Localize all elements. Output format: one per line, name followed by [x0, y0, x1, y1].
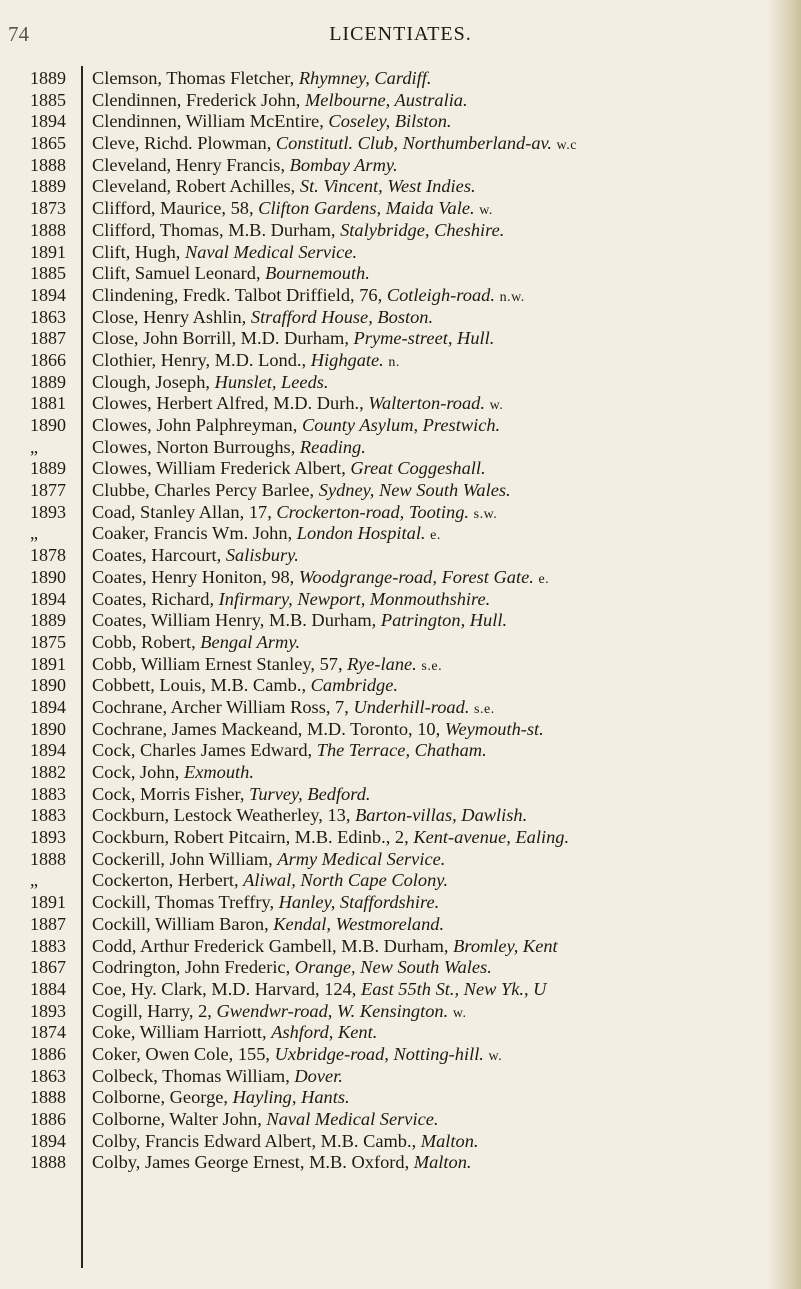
- entry-address: Cotleigh-road.: [386, 284, 495, 305]
- entry-name: Coates, Richard,: [92, 588, 219, 609]
- list-item: [0, 914, 801, 936]
- list-item: [0, 1001, 801, 1023]
- list-item: [0, 133, 801, 155]
- list-item: [0, 263, 801, 285]
- entry-name: Codrington, John Frederic,: [92, 957, 295, 978]
- entry-text: [92, 697, 772, 721]
- entry-year: „: [30, 523, 38, 544]
- entry-address: Coseley, Bilston.: [328, 111, 452, 132]
- entry-name: Coker, Owen Cole, 155,: [92, 1043, 275, 1064]
- entry-text: [92, 827, 772, 849]
- entry-address: Hunslet, Leeds.: [214, 371, 329, 392]
- entry-address: Weymouth-st.: [444, 718, 544, 739]
- entry-address: Stalybridge, Cheshire.: [340, 219, 505, 240]
- entry-address: Walterton-road.: [368, 393, 485, 414]
- entry-year: 1886: [30, 1109, 66, 1129]
- entry-address: Malton.: [413, 1152, 472, 1173]
- entry-address: Bromley, Kent: [453, 935, 558, 956]
- entry-year: 1889: [30, 371, 66, 392]
- entry-name: Coates, Harcourt,: [92, 545, 226, 566]
- entry-text: [92, 784, 772, 806]
- list-item: [0, 870, 801, 892]
- entry-year: 1866: [30, 349, 66, 370]
- entry-name: Colby, Francis Edward Albert, M.B. Camb.,: [92, 1130, 421, 1151]
- page-number: 74: [8, 22, 29, 46]
- entry-year: 1889: [30, 610, 66, 631]
- list-item: [0, 328, 801, 350]
- entry-address: Infirmary, Newport, Monmouthshire.: [218, 588, 491, 609]
- entry-name: Coad, Stanley Allan, 17,: [92, 501, 277, 522]
- list-item: [0, 675, 801, 697]
- entry-address: Exmouth.: [183, 762, 254, 782]
- entry-year: 1890: [30, 718, 66, 739]
- list-item: [0, 502, 801, 524]
- entry-year: 1893: [30, 1000, 66, 1021]
- list-item: [0, 654, 801, 676]
- entry-address: Clifton Gardens, Maida Vale.: [258, 198, 475, 219]
- entry-year: 1893: [30, 827, 66, 848]
- entry-text: [92, 762, 772, 784]
- entry-text: [92, 849, 772, 871]
- entry-text: [92, 979, 772, 1001]
- entry-name: Colborne, Walter John,: [92, 1109, 267, 1129]
- entry-address: Salisbury.: [225, 545, 299, 566]
- entry-name: Close, Henry Ashlin,: [92, 306, 251, 327]
- entry-address: Dover.: [294, 1065, 343, 1086]
- entry-text: [92, 610, 772, 632]
- list-item: [0, 285, 801, 307]
- list-item: [0, 1109, 801, 1131]
- entry-year: 1888: [30, 1152, 66, 1173]
- entry-text: [92, 90, 772, 112]
- entry-address: Ashford, Kent.: [271, 1022, 378, 1043]
- entry-text: [92, 155, 772, 177]
- list-item: [0, 90, 801, 112]
- entry-address: Bombay Army.: [289, 154, 398, 175]
- entry-address: Army Medical Service.: [277, 848, 446, 869]
- entry-name: Codd, Arthur Frederick Gambell, M.B. Durham,: [92, 935, 454, 956]
- entry-address: Underhill-road.: [353, 696, 470, 717]
- entry-name: Clift, Hugh,: [92, 241, 185, 262]
- entry-text: [92, 393, 772, 417]
- entry-text: [92, 675, 772, 697]
- entry-postal-district: w.: [479, 203, 493, 219]
- entry-text: [92, 1152, 772, 1174]
- entry-text: [92, 632, 772, 654]
- entry-postal-district: w.: [488, 1048, 503, 1064]
- entry-text: [92, 372, 772, 394]
- entry-name: Clothier, Henry, M.D. Lond.,: [92, 349, 311, 370]
- entry-text: [92, 740, 772, 762]
- entry-name: Clowes, Herbert Alfred, M.D. Durh.,: [92, 393, 369, 414]
- entry-year: 1889: [30, 68, 66, 88]
- entry-text: [92, 458, 772, 480]
- entry-address: County Asylum, Prestwich.: [301, 415, 501, 435]
- entry-text: [92, 957, 772, 979]
- list-item: [0, 220, 801, 242]
- entry-year: 1891: [30, 241, 66, 262]
- entry-year: 1893: [30, 501, 66, 522]
- entry-postal-district: e.: [430, 528, 441, 544]
- entry-address: Turvey, Bedford.: [249, 783, 371, 804]
- entry-text: [92, 176, 772, 198]
- entry-name: Clowes, Norton Burroughs,: [92, 436, 300, 457]
- list-item: [0, 1022, 801, 1044]
- list-item: [0, 740, 801, 762]
- entry-postal-district: w.: [489, 398, 504, 414]
- entry-postal-district: w.c: [556, 138, 577, 154]
- entry-year: 1894: [30, 1130, 66, 1151]
- entry-year: 1863: [30, 1065, 66, 1086]
- entry-name: Clift, Samuel Leonard,: [92, 263, 266, 284]
- entry-name: Cock, John,: [92, 762, 184, 782]
- entry-name: Clough, Joseph,: [92, 371, 215, 392]
- entry-year: 1881: [30, 393, 66, 414]
- list-item: [0, 1131, 801, 1153]
- list-item: [0, 827, 801, 849]
- entry-name: Clemson, Thomas Fletcher,: [92, 68, 299, 88]
- entry-postal-district: w.: [452, 1005, 467, 1021]
- entry-address: Bournemouth.: [265, 263, 370, 284]
- entry-address: Bengal Army.: [200, 631, 301, 652]
- entry-address: Orange, New South Wales.: [294, 957, 492, 978]
- entry-text: [92, 502, 772, 526]
- entry-address: Naval Medical Service.: [184, 241, 358, 262]
- entry-name: Colby, James George Ernest, M.B. Oxford,: [92, 1152, 414, 1173]
- entry-text: [92, 1066, 772, 1088]
- list-item: [0, 1044, 801, 1066]
- list-item: [0, 198, 801, 220]
- list-item: [0, 805, 801, 827]
- entry-text: [92, 545, 772, 567]
- list-item: [0, 523, 801, 545]
- entry-year: 1867: [30, 957, 66, 978]
- entry-text: [92, 285, 772, 309]
- entry-year: 1888: [30, 1087, 66, 1108]
- entry-name: Cockill, William Baron,: [92, 913, 274, 934]
- entry-text: [92, 415, 772, 437]
- entry-year: 1884: [30, 978, 66, 999]
- list-item: [0, 719, 801, 741]
- entry-name: Cock, Morris Fisher,: [92, 783, 250, 804]
- entry-text: [92, 914, 772, 936]
- list-item: [0, 415, 801, 437]
- entry-year: 1874: [30, 1022, 66, 1043]
- entry-year: 1888: [30, 154, 66, 175]
- entry-year: 1889: [30, 176, 66, 197]
- list-item: [0, 762, 801, 784]
- entry-address: Highgate.: [310, 349, 384, 370]
- entry-text: [92, 589, 772, 611]
- entry-text: [92, 307, 772, 329]
- entry-address: Gwendwr-road, W. Kensington.: [216, 1000, 449, 1021]
- entry-name: Clowes, William Frederick Albert,: [92, 458, 351, 479]
- list-item: [0, 567, 801, 589]
- entry-text: [92, 654, 772, 678]
- page-header: [0, 22, 801, 52]
- entry-name: Clindening, Fredk. Talbot Driffield, 76,: [92, 284, 387, 305]
- entry-name: Cockill, Thomas Treffry,: [92, 892, 279, 913]
- entry-name: Clifford, Maurice, 58,: [92, 198, 259, 219]
- entry-text: [92, 437, 772, 459]
- entry-address: Crockerton-road, Tooting.: [276, 501, 470, 522]
- entry-address: The Terrace, Chatham.: [316, 740, 487, 761]
- entry-name: Coates, Henry Honiton, 98,: [92, 566, 299, 587]
- entry-year: 1885: [30, 89, 66, 110]
- list-item: [0, 892, 801, 914]
- entry-year: 1888: [30, 219, 66, 240]
- entry-address: Uxbridge-road, Notting-hill.: [274, 1043, 484, 1064]
- entry-text: [92, 480, 772, 502]
- entry-year: 1894: [30, 696, 66, 717]
- entry-address: Hanley, Staffordshire.: [278, 892, 440, 913]
- entry-year: 1882: [30, 762, 66, 782]
- list-item: [0, 480, 801, 502]
- entry-name: Colbeck, Thomas William,: [92, 1065, 295, 1086]
- entry-text: [92, 523, 772, 547]
- entry-year: 1886: [30, 1043, 66, 1064]
- entry-address: Barton-villas, Dawlish.: [355, 805, 528, 826]
- list-item: [0, 176, 801, 198]
- entry-postal-district: s.e.: [474, 701, 495, 717]
- entry-year: „: [30, 870, 38, 891]
- list-item: [0, 632, 801, 654]
- list-item: [0, 372, 801, 394]
- entry-text: [92, 350, 772, 374]
- entry-address: Naval Medical Service.: [266, 1109, 439, 1129]
- entry-address: Great Coggeshall.: [350, 458, 486, 479]
- entry-name: Cock, Charles James Edward,: [92, 740, 317, 761]
- list-item: [0, 545, 801, 567]
- entry-name: Close, John Borrill, M.D. Durham,: [92, 328, 354, 349]
- entry-text: [92, 936, 772, 958]
- entry-address: St. Vincent, West Indies.: [299, 176, 476, 197]
- entry-address: Melbourne, Australia.: [304, 89, 468, 110]
- list-item: [0, 393, 801, 415]
- entry-name: Cochrane, James Mackeand, M.D. Toronto, 10,: [92, 718, 445, 739]
- entry-name: Cleve, Richd. Plowman,: [92, 133, 276, 154]
- entry-text: [92, 111, 772, 133]
- list-item: [0, 849, 801, 871]
- entry-text: [92, 198, 772, 222]
- entry-year: 1863: [30, 306, 66, 327]
- entry-name: Coaker, Francis Wm. John,: [92, 523, 297, 544]
- entry-year: 1888: [30, 848, 66, 869]
- list-item: [0, 155, 801, 177]
- entry-address: Hayling, Hants.: [232, 1087, 350, 1108]
- entry-postal-district: n.w.: [499, 289, 525, 305]
- entry-name: Colborne, George,: [92, 1087, 233, 1108]
- entry-name: Clowes, John Palphreyman,: [92, 415, 302, 435]
- entry-name: Clifford, Thomas, M.B. Durham,: [92, 219, 341, 240]
- entry-text: [92, 805, 772, 827]
- list-item: [0, 1087, 801, 1109]
- entry-name: Cockerton, Herbert,: [92, 870, 244, 891]
- entry-name: Cockerill, John William,: [92, 848, 278, 869]
- entry-year: 1883: [30, 805, 66, 826]
- entry-year: 1894: [30, 588, 66, 609]
- entry-address: Patrington, Hull.: [380, 610, 508, 631]
- entry-year: 1890: [30, 566, 66, 587]
- entry-address: Pryme-street, Hull.: [353, 328, 495, 349]
- entry-name: Coe, Hy. Clark, M.D. Harvard, 124,: [92, 978, 361, 999]
- entry-year: 1865: [30, 133, 66, 154]
- entry-text: [92, 567, 772, 591]
- list-item: [0, 697, 801, 719]
- entry-year: 1891: [30, 653, 66, 674]
- list-item: [0, 307, 801, 329]
- entry-year: 1873: [30, 198, 66, 219]
- entry-address: Sydney, New South Wales.: [318, 480, 511, 501]
- entry-text: [92, 133, 772, 157]
- entry-address: Cambridge.: [310, 675, 399, 696]
- entry-address: East 55th St., New Yk., U: [361, 978, 547, 999]
- entry-address: Rhymney, Cardiff.: [298, 68, 432, 88]
- entry-year: 1883: [30, 935, 66, 956]
- entry-text: [92, 242, 772, 264]
- entry-text: [92, 1022, 772, 1044]
- entry-address: Aliwal, North Cape Colony.: [243, 870, 449, 891]
- entry-postal-district: n.: [388, 354, 400, 370]
- list-item: [0, 458, 801, 480]
- list-item: [0, 784, 801, 806]
- entry-name: Cobb, William Ernest Stanley, 57,: [92, 653, 348, 674]
- entry-year: 1890: [30, 675, 66, 696]
- entry-text: [92, 328, 772, 350]
- entry-name: Clendinnen, Frederick John,: [92, 89, 305, 110]
- entry-year: 1894: [30, 740, 66, 761]
- entry-name: Cleveland, Henry Francis,: [92, 154, 290, 175]
- entry-year: 1887: [30, 328, 66, 349]
- entry-address: London Hospital.: [296, 523, 426, 544]
- list-item: [0, 1152, 801, 1174]
- entry-name: Cobbett, Louis, M.B. Camb.,: [92, 675, 311, 696]
- entry-year: 1885: [30, 263, 66, 284]
- entry-text: [92, 1001, 772, 1025]
- entry-postal-district: e.: [538, 571, 550, 587]
- list-item: [0, 437, 801, 459]
- entry-text: [92, 263, 772, 285]
- list-item: [0, 1066, 801, 1088]
- entry-name: Cleveland, Robert Achilles,: [92, 176, 300, 197]
- running-title: LICENTIATES.: [329, 23, 472, 45]
- entry-address: Kent-avenue, Ealing.: [413, 827, 570, 848]
- entry-address: Reading.: [299, 436, 366, 457]
- entry-text: [92, 1087, 772, 1109]
- entry-text: [92, 220, 772, 242]
- entry-name: Cobb, Robert,: [92, 631, 201, 652]
- entry-year: „: [30, 436, 38, 457]
- entry-year: 1891: [30, 892, 66, 913]
- licentiate-list: [0, 68, 801, 1174]
- entry-postal-district: s.w.: [473, 506, 498, 522]
- list-item: [0, 610, 801, 632]
- entry-address: Woodgrange-road, Forest Gate.: [298, 566, 534, 587]
- entry-year: 1883: [30, 783, 66, 804]
- entry-address: Malton.: [420, 1130, 479, 1151]
- entry-address: Rye-lane.: [347, 653, 417, 674]
- entry-text: [92, 1109, 772, 1131]
- entry-year: 1894: [30, 111, 66, 132]
- entry-name: Cochrane, Archer William Ross, 7,: [92, 696, 354, 717]
- list-item: [0, 979, 801, 1001]
- entry-text: [92, 1131, 772, 1153]
- entry-text: [92, 1044, 772, 1068]
- entry-name: Coates, William Henry, M.B. Durham,: [92, 610, 381, 631]
- entry-text: [92, 892, 772, 914]
- entry-name: Coke, William Harriott,: [92, 1022, 272, 1043]
- entry-year: 1889: [30, 458, 66, 479]
- list-item: [0, 589, 801, 611]
- list-item: [0, 936, 801, 958]
- entry-year: 1894: [30, 284, 66, 305]
- entry-year: 1878: [30, 545, 66, 566]
- entry-postal-district: s.e.: [421, 658, 443, 674]
- entry-year: 1875: [30, 631, 66, 652]
- list-item: [0, 68, 801, 90]
- list-item: [0, 242, 801, 264]
- entry-address: Strafford House, Boston.: [250, 306, 434, 327]
- entry-address: Constitutl. Club, Northumberland-av.: [275, 133, 552, 154]
- entry-name: Clendinnen, William McEntire,: [92, 111, 329, 132]
- entry-name: Cogill, Harry, 2,: [92, 1000, 217, 1021]
- entry-name: Cockburn, Lestock Weatherley, 13,: [92, 805, 356, 826]
- entry-address: Kendal, Westmoreland.: [273, 913, 445, 934]
- entry-name: Cockburn, Robert Pitcairn, M.B. Edinb., 2,: [92, 827, 414, 848]
- entry-text: [92, 68, 772, 90]
- entry-year: 1877: [30, 480, 66, 501]
- entry-text: [92, 719, 772, 741]
- entry-name: Clubbe, Charles Percy Barlee,: [92, 480, 319, 501]
- entry-text: [92, 870, 772, 892]
- list-item: [0, 957, 801, 979]
- entry-year: 1887: [30, 913, 66, 934]
- list-item: [0, 111, 801, 133]
- entry-year: 1890: [30, 415, 66, 435]
- list-item: [0, 350, 801, 372]
